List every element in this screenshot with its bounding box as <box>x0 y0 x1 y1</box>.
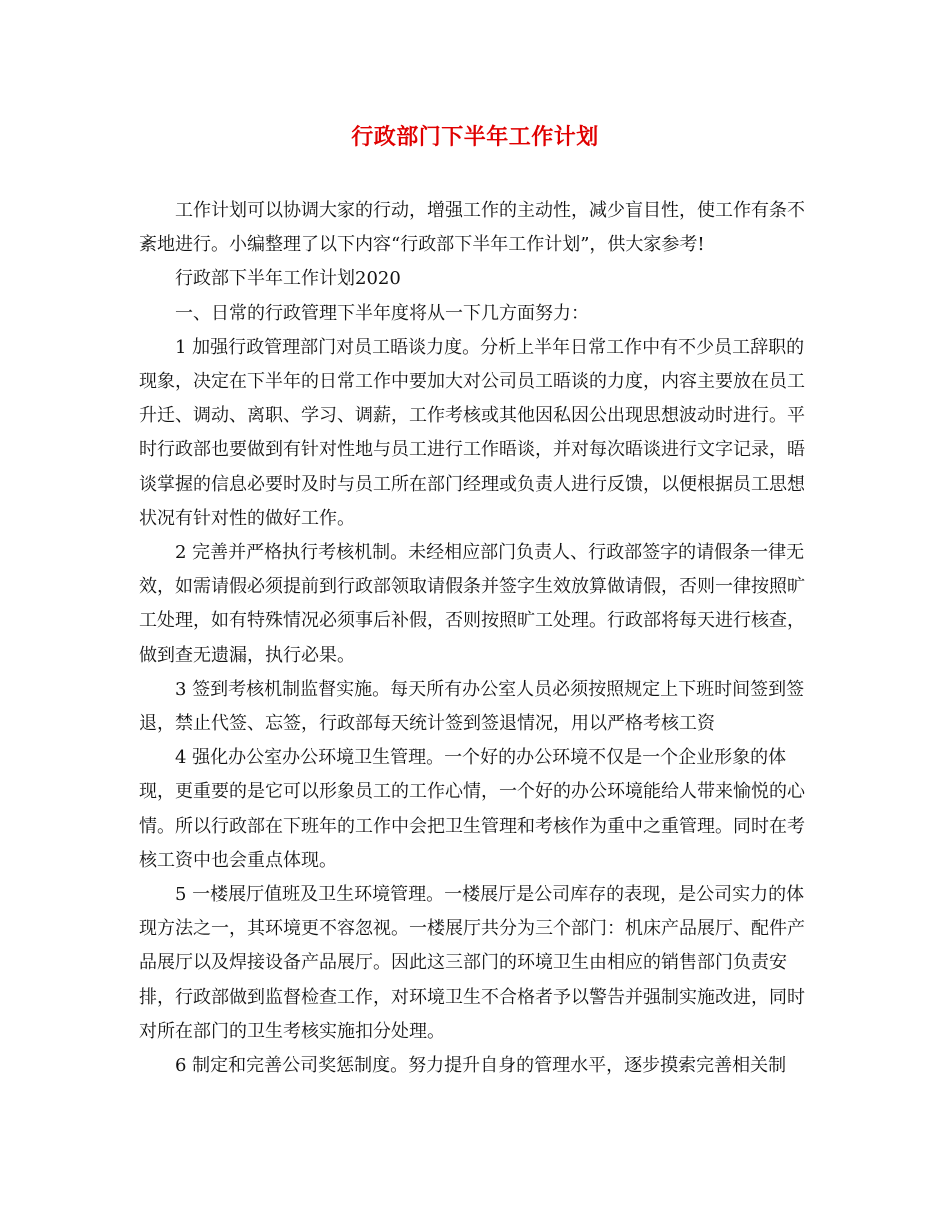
item-paragraph-6: 6 制定和完善公司奖惩制度。努力提升自身的管理水平，逐步摸索完善相关制 <box>175 1055 787 1077</box>
item-paragraph-2: 2 完善并严格执行考核机制。未经相应部门负责人、行政部签字的请假条一律无效，如需请假必须提前到行政部领取请假条并签字生效放算做请假，否则一律按照旷工处理，如有特殊情况必须事后补假，否则按照旷工处理。行政部将每天进行核查，做到查无遗漏，执行必果。 <box>139 542 805 666</box>
item-paragraph-3: 3 签到考核机制监督实施。每天所有办公室人员必须按照规定上下班时间签到签退，禁止代签、忘签，行政部每天统计签到签退情况，用以严格考核工资 <box>139 678 805 735</box>
document-title: 行政部门下半年工作计划 <box>351 124 599 150</box>
plan-heading: 行政部下半年工作计划2020 <box>175 268 401 290</box>
item-paragraph-4: 4 强化办公室办公环境卫生管理。一个好的办公环境不仅是一个企业形象的体现，更重要的是它可以形象员工的工作心情，一个好的办公环境能给人带来愉悦的心情。所以行政部在下班年的工作中会把卫生管理和考核作为重中之重管理。同时在考核工资中也会重点体现。 <box>139 747 805 871</box>
item-paragraph-5: 5 一楼展厅值班及卫生环境管理。一楼展厅是公司库存的表现，是公司实力的体现方法之一，其环境更不容忽视。一楼展厅共分为三个部门：机床产品展厅、配件产品展厅以及焊接设备产品展厅。因此这三部门的环境卫生由相应的销售部门负责安排，行政部做到监督检查工作，对环境卫生不合格者予以警告并强制实施改进，同时对所在部门的卫生考核实施扣分处理。 <box>139 884 805 1042</box>
document-body <box>139 194 819 1083</box>
section-heading: 一、日常的行政管理下半年度将从一下几方面努力： <box>175 302 589 324</box>
item-paragraph-1: 1 加强行政管理部门对员工晤谈力度。分析上半年日常工作中有不少员工辞职的现象，决定在下半年的日常工作中要加大对公司员工晤谈的力度，内容主要放在员工升迁、调动、离职、学习、调薪，工作考核或其他因私因公出现思想波动时进行。平时行政部也要做到有针对性地与员工进行工作晤谈，并对每次晤谈进行文字记录，晤谈掌握的信息必要时及时与员工所在部门经理或负责人进行反馈，以便根据员工思想状况有针对性的做好工作。 <box>139 336 805 529</box>
intro-paragraph: 工作计划可以协调大家的行动，增强工作的主动性，减少盲目性，使工作有条不紊地进行。小编整理了以下内容“行政部下半年工作计划”，供大家参考! <box>139 200 805 256</box>
